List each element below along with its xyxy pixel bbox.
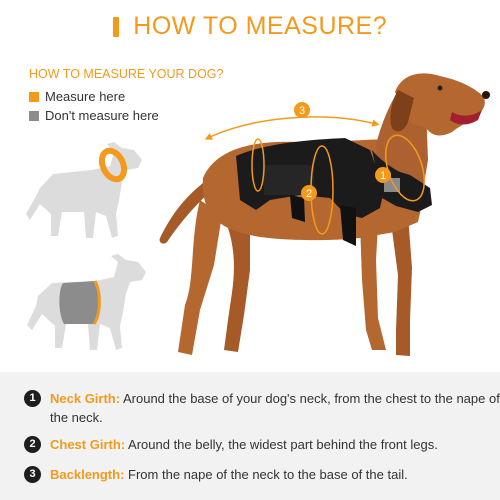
note-2-number: 2: [24, 436, 41, 453]
instructions-panel: [0, 372, 500, 500]
page-title: HOW TO MEASURE?: [133, 12, 388, 40]
marker-3: [294, 102, 310, 118]
chest-silhouette-icon: [27, 254, 146, 350]
legend-subtitle: HOW TO MEASURE YOUR DOG?: [29, 67, 224, 81]
marker-3-label: 3: [298, 105, 306, 117]
neck-silhouette-icon: [26, 142, 142, 238]
marker-2-label: 2: [305, 188, 313, 200]
note-3-text: From the nape of the neck to the base of the tail.: [128, 467, 408, 482]
note-1-key: Neck Girth:: [50, 391, 121, 406]
note-3-number: 3: [24, 466, 41, 483]
marker-1-label: 1: [379, 170, 387, 182]
note-1-number: 1: [24, 390, 41, 407]
belly-band: [59, 281, 98, 324]
note-1-text: Around the base of your dog's neck, from the chest to the nape of the neck.: [50, 391, 500, 425]
marker-1: [375, 167, 391, 183]
note-2-key: Chest Girth:: [50, 437, 126, 452]
note-3-key: Backlength:: [50, 467, 125, 482]
legend-measure-label: Measure here: [45, 89, 126, 104]
backlength-arrow: [208, 117, 376, 138]
legend-dont-label: Don't measure here: [45, 108, 159, 123]
dog-photo: [160, 73, 490, 356]
note-2-text: Around the belly, the widest part behind the front legs.: [128, 437, 438, 452]
marker-2: [301, 185, 317, 201]
